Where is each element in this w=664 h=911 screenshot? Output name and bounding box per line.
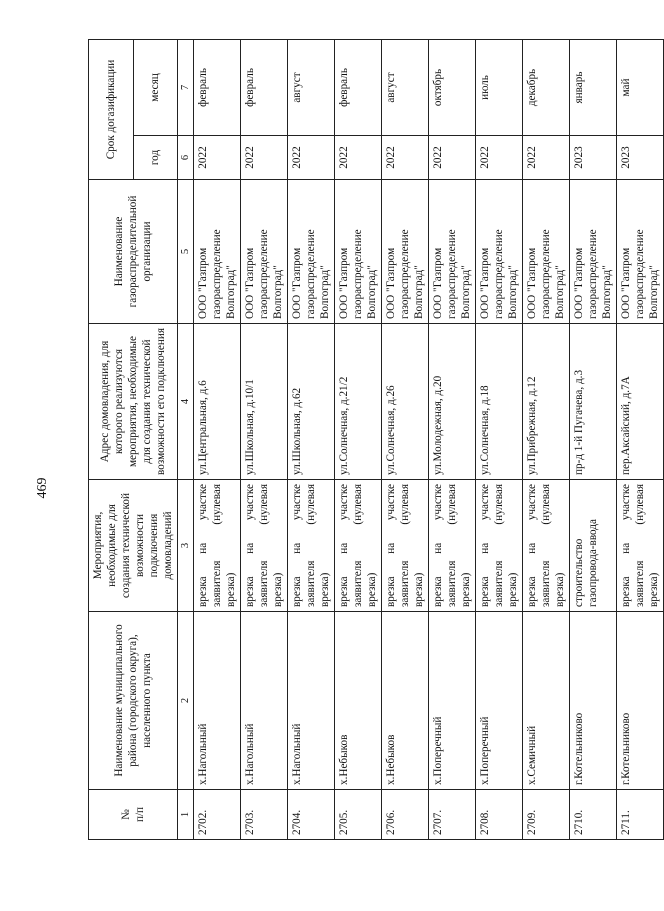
row-number: 2709. <box>523 790 570 840</box>
header-municipality: Наименование муниципального района (городского округа), населенного пункта <box>89 612 178 790</box>
header-number: № п/п <box>89 790 178 840</box>
organization-cell: ООО "Газпром газораспределение Волгоград" <box>570 180 617 324</box>
year-cell: 2023 <box>617 136 664 180</box>
month-cell: август <box>382 40 429 136</box>
address-cell: ул.Солнечная, д.26 <box>382 324 429 480</box>
month-cell: февраль <box>194 40 241 136</box>
measures-cell: строительство газопровода-ввода <box>570 480 617 612</box>
measures-cell: врезка на участке заявителя (нулевая врезка) <box>241 480 288 612</box>
year-cell: 2022 <box>194 136 241 180</box>
column-number: 7 <box>178 40 194 136</box>
settlement-cell: х.Нагольный <box>288 612 335 790</box>
header-measures: Мероприятия, необходимые для создания технической возможности подключения домовладений <box>89 480 178 612</box>
row-number: 2707. <box>429 790 476 840</box>
organization-cell: ООО "Газпром газораспределение Волгоград" <box>241 180 288 324</box>
measures-cell: врезка на участке заявителя (нулевая врезка) <box>523 480 570 612</box>
header-address: Адрес домовладения, для которого реализуются мероприятия, необходимые для создания технической возможности его подключения <box>89 324 178 480</box>
row-number: 2704. <box>288 790 335 840</box>
rotated-table-container <box>88 40 661 840</box>
settlement-cell: х.Нагольный <box>241 612 288 790</box>
month-cell: декабрь <box>523 40 570 136</box>
year-cell: 2022 <box>476 136 523 180</box>
row-number: 2711. <box>617 790 664 840</box>
month-cell: август <box>288 40 335 136</box>
row-number: 2708. <box>476 790 523 840</box>
settlement-cell: х.Небыков <box>335 612 382 790</box>
address-cell: ул.Центральная, д.6 <box>194 324 241 480</box>
settlement-cell: х.Нагольный <box>194 612 241 790</box>
year-cell: 2022 <box>523 136 570 180</box>
header-month: месяц <box>133 40 178 136</box>
year-cell: 2022 <box>288 136 335 180</box>
address-cell: ул.Школьная, д.10/1 <box>241 324 288 480</box>
measures-cell: врезка на участке заявителя (нулевая врезка) <box>429 480 476 612</box>
settlement-cell: г.Котельниково <box>570 612 617 790</box>
address-cell: ул.Молодежная, д.20 <box>429 324 476 480</box>
row-number: 2703. <box>241 790 288 840</box>
organization-cell: ООО "Газпром газораспределение Волгоград" <box>429 180 476 324</box>
organization-cell: ООО "Газпром газораспределение Волгоград" <box>617 180 664 324</box>
month-cell: май <box>617 40 664 136</box>
table-row <box>335 40 382 840</box>
year-cell: 2022 <box>382 136 429 180</box>
address-cell: пер.Аксайский, д.7А <box>617 324 664 480</box>
year-cell: 2022 <box>335 136 382 180</box>
organization-cell: ООО "Газпром газораспределение Волгоград" <box>476 180 523 324</box>
page-number: 469 <box>35 477 50 499</box>
column-number: 4 <box>178 324 194 480</box>
row-number: 2705. <box>335 790 382 840</box>
settlement-cell: г.Котельниково <box>617 612 664 790</box>
column-number: 5 <box>178 180 194 324</box>
address-cell: ул.Школьная, д.62 <box>288 324 335 480</box>
month-cell: февраль <box>241 40 288 136</box>
month-cell: февраль <box>335 40 382 136</box>
measures-cell: врезка на участке заявителя (нулевая врезка) <box>335 480 382 612</box>
month-cell: январь <box>570 40 617 136</box>
column-number: 1 <box>178 790 194 840</box>
year-cell: 2023 <box>570 136 617 180</box>
settlement-cell: х.Поперечный <box>429 612 476 790</box>
measures-cell: врезка на участке заявителя (нулевая врезка) <box>194 480 241 612</box>
row-number: 2710. <box>570 790 617 840</box>
table-row <box>617 40 664 840</box>
table-row <box>194 40 241 840</box>
column-numbers-row <box>178 40 194 840</box>
month-cell: октябрь <box>429 40 476 136</box>
measures-cell: врезка на участке заявителя (нулевая врезка) <box>617 480 664 612</box>
column-number: 3 <box>178 480 194 612</box>
column-number: 6 <box>178 136 194 180</box>
year-cell: 2022 <box>241 136 288 180</box>
measures-cell: врезка на участке заявителя (нулевая врезка) <box>382 480 429 612</box>
table-body <box>194 40 664 840</box>
measures-cell: врезка на участке заявителя (нулевая врезка) <box>288 480 335 612</box>
month-cell: июль <box>476 40 523 136</box>
organization-cell: ООО "Газпром газораспределение Волгоград" <box>382 180 429 324</box>
header-organization: Наименование газораспределительной организации <box>89 180 178 324</box>
address-cell: ул.Солнечная, д.18 <box>476 324 523 480</box>
measures-cell: врезка на участке заявителя (нулевая врезка) <box>476 480 523 612</box>
address-cell: ул.Солнечная, д.21/2 <box>335 324 382 480</box>
table-row <box>570 40 617 840</box>
table-row <box>429 40 476 840</box>
organization-cell: ООО "Газпром газораспределение Волгоград" <box>288 180 335 324</box>
address-cell: ул.Прибрежная, д.12 <box>523 324 570 480</box>
settlement-cell: х.Поперечный <box>476 612 523 790</box>
table-row <box>288 40 335 840</box>
organization-cell: ООО "Газпром газораспределение Волгоград" <box>523 180 570 324</box>
header-deadline: Срок догазификации <box>89 40 134 180</box>
settlement-cell: х.Семичный <box>523 612 570 790</box>
settlement-cell: х.Небыков <box>382 612 429 790</box>
table-row <box>241 40 288 840</box>
year-cell: 2022 <box>429 136 476 180</box>
header-year: год <box>133 136 178 180</box>
gasification-table <box>88 39 664 840</box>
row-number: 2706. <box>382 790 429 840</box>
row-number: 2702. <box>194 790 241 840</box>
table-row <box>382 40 429 840</box>
address-cell: пр-д 1-й Пугачева, д.3 <box>570 324 617 480</box>
column-number: 2 <box>178 612 194 790</box>
organization-cell: ООО "Газпром газораспределение Волгоград" <box>194 180 241 324</box>
organization-cell: ООО "Газпром газораспределение Волгоград" <box>335 180 382 324</box>
table-row <box>476 40 523 840</box>
table-row <box>523 40 570 840</box>
